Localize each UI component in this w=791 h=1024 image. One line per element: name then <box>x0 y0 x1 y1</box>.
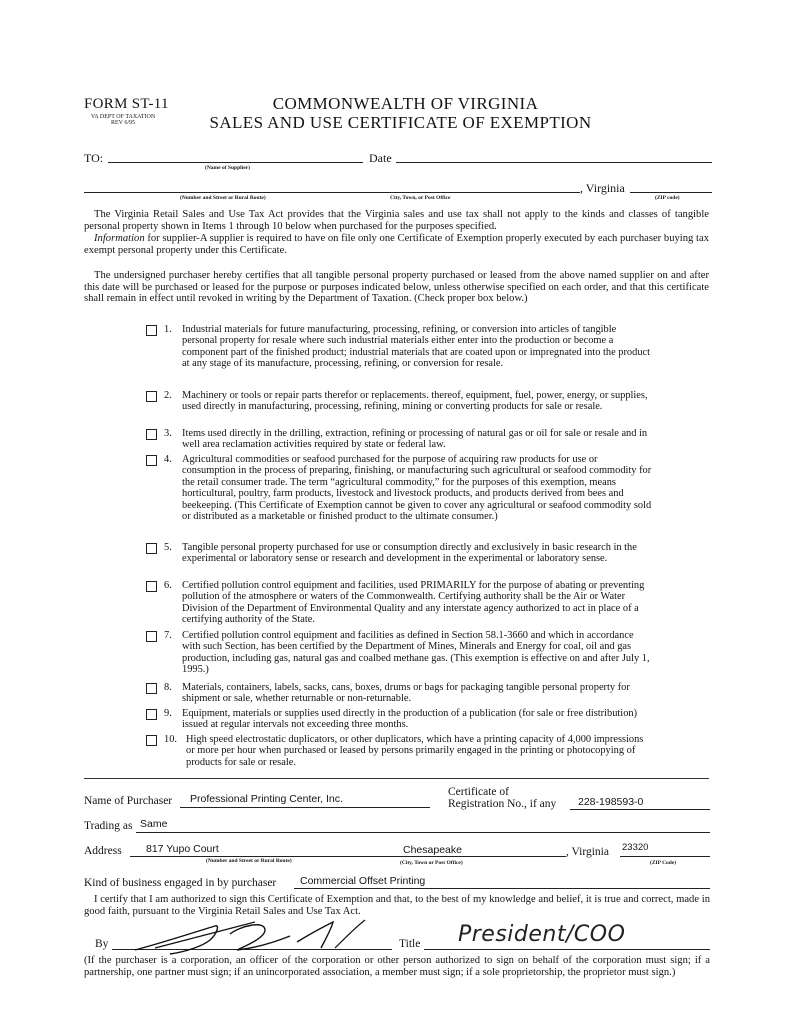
item-10-number: 10. <box>164 734 177 745</box>
item-3 <box>164 428 652 451</box>
item-4 <box>164 454 652 522</box>
purchaser-name-field[interactable]: Professional Printing Center, Inc. <box>190 793 343 805</box>
item-5-checkbox[interactable] <box>146 543 157 554</box>
item-3-number: 3. <box>164 428 172 439</box>
item-1 <box>164 324 652 370</box>
date-label: Date <box>369 151 392 165</box>
item-3-checkbox[interactable] <box>146 429 157 440</box>
cert-number-line <box>570 809 710 810</box>
business-kind-field[interactable]: Commercial Offset Printing <box>300 875 426 887</box>
address-label: Address <box>84 845 122 857</box>
purchaser-name-label: Name of Purchaser <box>84 795 173 807</box>
item-2-number: 2. <box>164 390 172 401</box>
purchaser-name-line <box>180 807 430 808</box>
item-7-text: Certified pollution control equipment and facilities as defined in Section 58.1-3660 and which in accordance with such Section, has been certified by the Department of Mines, Minerals and Energy for coal, oil and gas production, including gas, natural gas and coalbed methane gas. (This exemption is effective on and after July 1, 1995.) <box>182 630 650 676</box>
form-id: FORM ST-11 <box>84 96 169 112</box>
purchaser-state: , Virginia <box>566 846 609 858</box>
supplier-address-field[interactable] <box>84 192 580 193</box>
item-9-checkbox[interactable] <box>146 709 157 720</box>
street-caption: (Number and Street or Rural Route) <box>206 858 292 864</box>
title-field[interactable]: President/COO <box>458 922 626 947</box>
item-8-text: Materials, containers, labels, sacks, cans, boxes, drums or bags for packaging tangible personal property for shipment or sale, whether returnable or non-returnable. <box>182 682 630 705</box>
supplier-zip-field[interactable] <box>630 192 712 193</box>
item-6-text: Certified pollution control equipment and facilities, used PRIMARILY for the purpose of abating or preventing pollution of the atmosphere or waters of the Commonwealth. Certifying authority shall be the Air or Water Division of the Department of Environmental Quality and any interstate agency authorized to act in place of a certifying authority of the State. <box>182 580 645 626</box>
supplier-address-caption: (Number and Street or Rural Route) <box>180 195 266 201</box>
certification-statement: I certify that I am authorized to sign this Certificate of Exemption and that, to the best of my knowledge and belief, it is true and correct, made in good faith, pursuant to the Virginia Retail Sales and Use Tax Act. <box>84 894 710 917</box>
item-8 <box>164 682 652 705</box>
item-1-number: 1. <box>164 324 172 335</box>
cert-label-1: Certificate of <box>448 786 509 798</box>
item-5 <box>164 542 652 565</box>
business-kind-line <box>294 888 710 889</box>
street-field[interactable]: 817 Yupo Court <box>146 843 219 855</box>
dept-line-2: REV 6/95 <box>110 120 136 126</box>
item-10-text: High speed electrostatic duplicators, or other duplicators, which have a printing capacity of 4,000 impressions or more per hour when purchased or leased by persons primarily engaged in the printing or photocopying of products for sale or resale. <box>186 734 644 768</box>
item-7 <box>164 630 652 676</box>
item-6-checkbox[interactable] <box>146 581 157 592</box>
item-6-number: 6. <box>164 580 172 591</box>
item-1-checkbox[interactable] <box>146 325 157 336</box>
item-2 <box>164 390 652 413</box>
item-8-checkbox[interactable] <box>146 683 157 694</box>
supplier-city-caption: City, Town, or Post Office <box>390 195 451 201</box>
info-text: for supplier-A supplier is required to have on file only one Certificate of Exemption properly executed by each purchaser buying tax exempt personal property under this Certificate. <box>84 233 709 256</box>
trading-as-label: Trading as <box>84 820 133 832</box>
address-line <box>130 856 566 857</box>
signing-footnote: (If the purchaser is a corporation, an officer of the corporation or other person authorized to sign on behalf of the corporation must sign; if a partnership, one partner must sign; if an unincorporated association, a member must sign; if a sole proprietorship, the proprietor must sign.) <box>84 955 710 978</box>
item-6 <box>164 580 652 626</box>
title-line <box>424 949 710 950</box>
city-caption: (City, Town or Post Office) <box>400 860 463 866</box>
item-8-number: 8. <box>164 682 172 693</box>
form-title-line-1: COMMONWEALTH OF VIRGINIA <box>272 94 539 113</box>
zip-line <box>620 856 710 857</box>
cert-label-2: Registration No., if any <box>448 798 557 810</box>
zip-caption: (ZIP Code) <box>650 860 677 866</box>
business-kind-label: Kind of business engaged in by purchaser <box>84 877 277 889</box>
item-9-text: Equipment, materials or supplies used directly in the production of a publication (for sale or free distribution) issued at regular intervals not exceeding three months. <box>182 708 638 731</box>
by-label: By <box>95 938 109 950</box>
item-2-checkbox[interactable] <box>146 391 157 402</box>
city-field[interactable]: Chesapeake <box>403 844 462 856</box>
item-5-text: Tangible personal property purchased for use or consumption directly and exclusively in basic research in the experimental or laboratory sense or research and development in the experimental or laboratory sense. <box>182 542 637 565</box>
trading-as-field[interactable]: Same <box>140 818 168 830</box>
item-4-checkbox[interactable] <box>146 455 157 466</box>
item-9-number: 9. <box>164 708 172 719</box>
title-label: Title <box>399 938 421 950</box>
item-10 <box>164 734 652 768</box>
to-label: TO: <box>84 151 104 165</box>
trading-as-line <box>136 832 710 833</box>
dept-line-1: VA DEPT OF TAXATION <box>90 114 156 120</box>
supplier-caption: (Name of Supplier) <box>205 165 250 171</box>
item-4-number: 4. <box>164 454 172 465</box>
item-5-number: 5. <box>164 542 172 553</box>
item-10-checkbox[interactable] <box>146 735 157 746</box>
cert-number-field[interactable]: 228-198593-0 <box>578 796 644 808</box>
zip-field[interactable]: 23320 <box>622 842 649 853</box>
item-4-text: Agricultural commodities or seafood purchased for the purpose of acquiring raw products for use or consumption in the process of preparing, finishing, or manufacturing such agricultural or seafood commodity for the retail consumer trade. The term “agricultural commodity,” for the purposes of this exemption, means horticultural, poultry, farm products, livestock and livestock products, and products derived from bees and beekeeping. (This Certificate of Exemption cannot be given to cover any agricultural or seafood commodity sold or distributed as a marketable or finished product to the ultimate consumer.) <box>182 454 652 523</box>
info-label: Information <box>94 233 145 244</box>
supplier-name-field[interactable] <box>108 162 363 163</box>
item-9 <box>164 708 652 731</box>
info-paragraph <box>84 233 709 256</box>
form-title-line-2: SALES AND USE CERTIFICATE OF EXEMPTION <box>209 113 592 132</box>
certify-paragraph: The undersigned purchaser hereby certifies that all tangible personal property purchased or leased from the above named supplier on and after this date will be purchased or leased for the purpose or purposes indicated below, unless otherwise specified on each order, and that this certificate shall remain in effect until revoked in writing by the Department of Taxation. (Check proper box below.) <box>84 270 709 305</box>
date-field[interactable] <box>396 162 712 163</box>
intro-paragraph: The Virginia Retail Sales and Use Tax Act provides that the Virginia sales and use tax shall not apply to the kinds and classes of tangible personal property shown in Items 1 through 10 below when purchased for the purposes specified. <box>84 209 709 232</box>
item-3-text: Items used directly in the drilling, extraction, refining or processing of natural gas or oil for sale or resale and in well area reclamation activities required by state or federal law. <box>182 428 648 451</box>
supplier-state: , Virginia <box>580 181 625 195</box>
item-2-text: Machinery or tools or repair parts therefor or replacements. thereof, equipment, fuel, power, energy, or supplies, used directly in manufacturing, processing, refining, mining or converting products for sale or resale. <box>182 390 648 413</box>
item-7-checkbox[interactable] <box>146 631 157 642</box>
item-7-number: 7. <box>164 630 172 641</box>
supplier-zip-caption: (ZIP code) <box>655 195 680 201</box>
item-1-text: Industrial materials for future manufacturing, processing, refining, or conversion into articles of tangible personal property for resale where such industrial materials either enter into the production or become a component part of the finished product; industrial materials that are coated upon or impregnated into the product at any stage of its manufacture, processing, refining, or conversion for resale. <box>182 324 651 370</box>
section-divider <box>84 778 709 779</box>
